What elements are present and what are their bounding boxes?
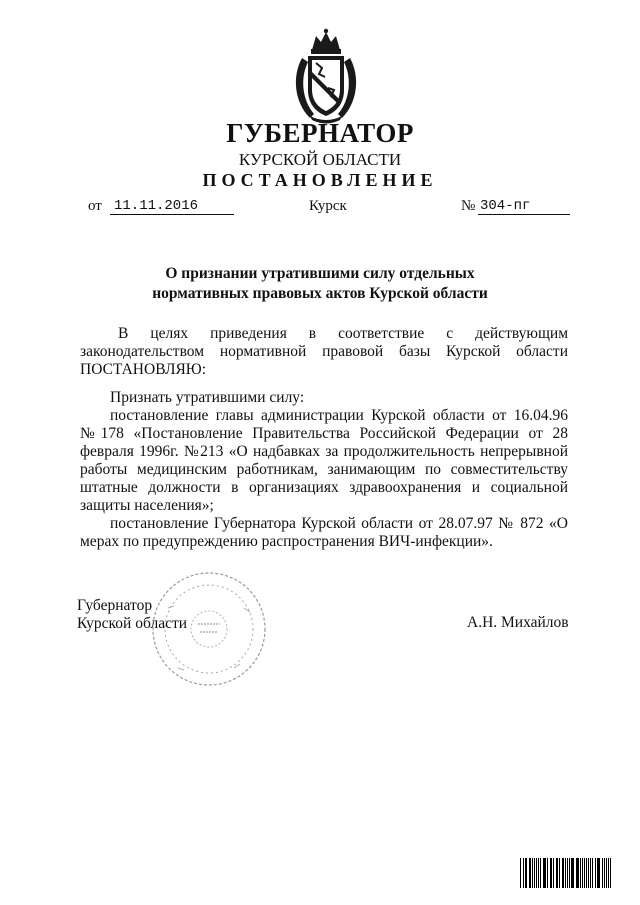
document-number: 304-пг — [478, 198, 570, 215]
signatory-position-line-2: Курской области — [77, 615, 188, 632]
barcode-bar — [580, 858, 581, 888]
barcode-bar — [520, 858, 521, 888]
repealed-item-2: постановление Губернатора Курской области от 28.07.97 № 872 «О мерах по предупреждению распространения ВИЧ-инфекции». — [80, 515, 568, 550]
document-type: ПОСТАНОВЛЕНИЕ — [202, 170, 438, 190]
barcode — [520, 858, 612, 888]
barcode-bar — [592, 858, 593, 888]
barcode-bar — [532, 858, 533, 888]
barcode-bar — [529, 858, 531, 888]
barcode-bar — [567, 858, 568, 888]
barcode-bar — [565, 858, 566, 888]
document-city: Курск — [309, 198, 347, 214]
barcode-bar — [604, 858, 605, 888]
barcode-bar — [523, 858, 524, 888]
barcode-bar — [606, 858, 607, 888]
barcode-bar — [582, 858, 583, 888]
coat-of-arms-emblem — [290, 28, 362, 126]
barcode-bar — [559, 858, 560, 888]
barcode-bar — [562, 858, 564, 888]
barcode-bar — [586, 858, 587, 888]
barcode-bar — [557, 858, 558, 888]
barcode-bar — [534, 858, 535, 888]
barcode-bar — [595, 858, 596, 888]
barcode-bar — [547, 858, 548, 888]
barcode-bar — [569, 858, 570, 888]
barcode-bar — [538, 858, 539, 888]
document-date: 11.11.2016 — [110, 198, 234, 215]
barcode-bar — [598, 858, 600, 888]
preamble-paragraph: В целях приведения в соответствие с действующим законодательством нормативной правовой базы Курской области ПОСТАНОВЛЯЮ: — [80, 325, 568, 378]
barcode-bar — [576, 858, 577, 888]
barcode-bar — [588, 858, 589, 888]
signatory-name: А.Н. Михайлов — [467, 614, 569, 631]
subject-line-1: О признании утратившими силу отдельных — [165, 265, 475, 282]
barcode-bar — [597, 858, 598, 888]
barcode-bar — [608, 858, 609, 888]
region-name: КУРСКОЙ ОБЛАСТИ — [238, 150, 402, 169]
barcode-bar — [544, 858, 546, 888]
barcode-bar — [553, 858, 554, 888]
repealed-item-1: постановление главы администрации Курской области от 16.04.96 №178 «Постановление Правительства Российской Федерации от 28 февраля 1996г. №213 «О надбавках за продолжительность непрерывной работы медицинским работникам, занимающим по совместительству штатные должности в организациях здравоохранения и социальной защиты населения»; — [80, 407, 568, 514]
barcode-bar — [610, 858, 611, 888]
number-prefix: № — [461, 198, 476, 214]
barcode-bar — [590, 858, 591, 888]
barcode-bar — [551, 858, 552, 888]
signatory-position — [77, 597, 187, 633]
barcode-bar — [550, 858, 551, 888]
barcode-bar — [556, 858, 557, 888]
barcode-bar — [543, 858, 544, 888]
barcode-bar — [571, 858, 572, 888]
barcode-bar — [526, 858, 527, 888]
subject-line-2: нормативных правовых актов Курской области — [152, 285, 488, 302]
date-prefix: от — [88, 198, 102, 214]
barcode-bar — [602, 858, 603, 888]
signatory-position-line-1: Губернатор — [77, 597, 153, 614]
document-subject — [0, 264, 640, 304]
barcode-bar — [540, 858, 541, 888]
barcode-bar — [572, 858, 573, 888]
document-title: ГУБЕРНАТОР — [226, 118, 414, 148]
barcode-bar — [577, 858, 579, 888]
barcode-bar — [584, 858, 585, 888]
lead-paragraph: Признать утратившими силу: — [110, 389, 305, 406]
barcode-bar — [525, 858, 526, 888]
barcode-bar — [536, 858, 537, 888]
